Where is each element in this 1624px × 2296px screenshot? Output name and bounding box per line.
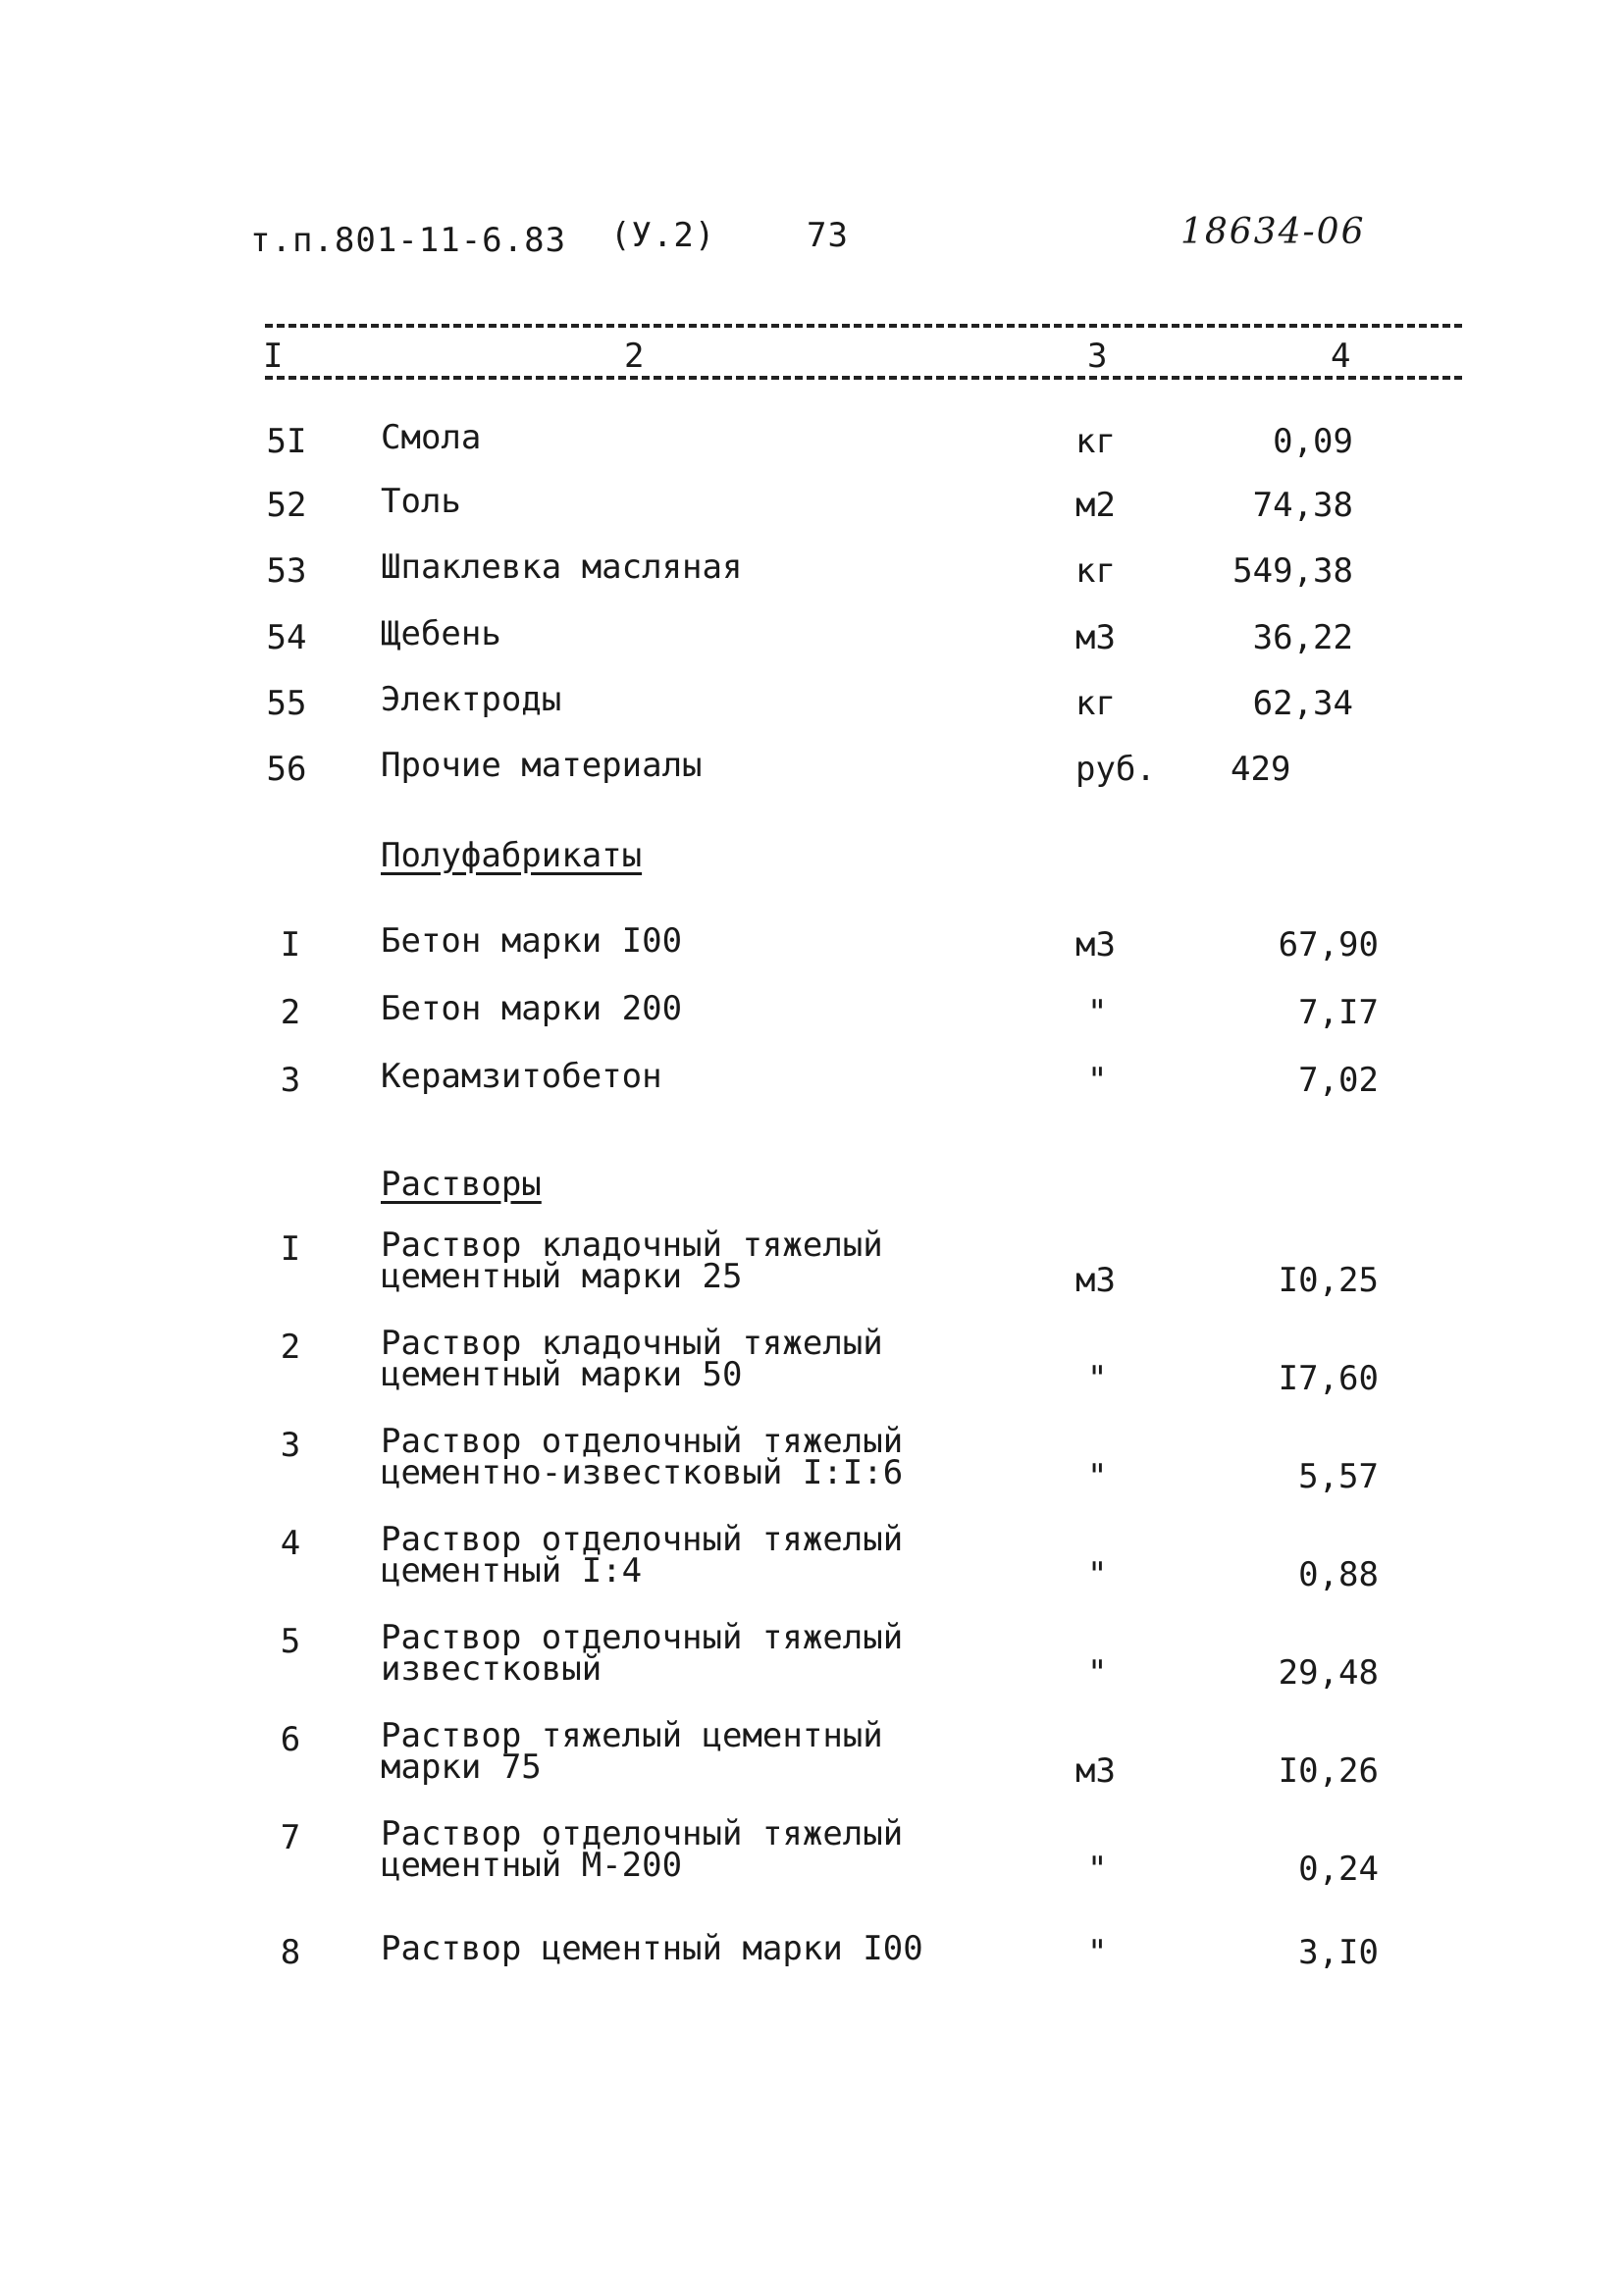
material-name: Бетон марки 200 [381, 989, 683, 1028]
ditto-mark: " [1087, 1933, 1108, 1972]
material-name: Керамзитобетон [381, 1057, 662, 1096]
edition-label: (У.2) [610, 216, 716, 255]
row-number: 2 [280, 993, 301, 1032]
row-number: 8 [280, 1933, 301, 1972]
row-number: I [280, 1229, 301, 1269]
material-name-line1: Раствор отделочный тяжелый [381, 1422, 904, 1461]
material-name-line2: цементно-известковый I:I:6 [381, 1453, 904, 1492]
unit: м2 [1075, 486, 1116, 525]
column-number-3: 3 [1087, 337, 1108, 376]
unit: кг [1075, 551, 1116, 591]
quantity: 74,38 [1252, 486, 1353, 525]
material-name-line2: цементный марки 25 [381, 1257, 743, 1296]
row-number: 6 [280, 1720, 301, 1759]
row-number: 53 [266, 551, 307, 591]
ditto-mark: " [1087, 1359, 1108, 1398]
material-name-line1: Раствор отделочный тяжелый [381, 1618, 904, 1657]
inventory-number: 18634-06 [1180, 212, 1366, 252]
quantity: 62,34 [1252, 684, 1353, 723]
ditto-mark: " [1087, 1061, 1108, 1100]
quantity: 3,I0 [1298, 1933, 1379, 1972]
unit: кг [1075, 422, 1116, 461]
material-name-line2: марки 75 [381, 1748, 542, 1787]
ditto-mark: " [1087, 1457, 1108, 1496]
bottom-dashed-rule [265, 376, 1462, 380]
top-dashed-rule [265, 324, 1462, 328]
quantity: 549,38 [1232, 551, 1353, 591]
ditto-mark: " [1087, 1653, 1108, 1693]
unit: м3 [1075, 1261, 1116, 1300]
doc-code: т.п.801-11-6.83 [250, 221, 567, 260]
material-name-line2: известковый [381, 1649, 602, 1689]
unit: м3 [1075, 618, 1116, 657]
row-number: 2 [280, 1328, 301, 1367]
material-name: Бетон марки I00 [381, 921, 683, 961]
row-number: 54 [266, 618, 307, 657]
row-number: 7 [280, 1818, 301, 1857]
material-name: Электроды [381, 680, 562, 719]
material-name: Толь [381, 482, 461, 521]
quantity: 67,90 [1278, 925, 1379, 965]
section-title-semi-finished: Полуфабрикаты [381, 836, 643, 875]
section-title-mortars: Растворы [381, 1165, 542, 1204]
quantity: 0,24 [1298, 1850, 1379, 1889]
material-name-line1: Раствор отделочный тяжелый [381, 1520, 904, 1559]
ditto-mark: " [1087, 993, 1108, 1032]
quantity: 5,57 [1298, 1457, 1379, 1496]
material-name-line1: Раствор отделочный тяжелый [381, 1814, 904, 1853]
ditto-mark: " [1087, 1555, 1108, 1594]
quantity: 29,48 [1278, 1653, 1379, 1693]
material-name-line2: цементный М-200 [381, 1846, 683, 1885]
row-number: 3 [280, 1061, 301, 1100]
row-number: 5I [266, 422, 307, 461]
material-name: Раствор цементный марки I00 [381, 1929, 923, 1968]
material-name: Щебень [381, 614, 501, 653]
material-name-line1: Раствор кладочный тяжелый [381, 1324, 883, 1363]
row-number: 5 [280, 1622, 301, 1661]
column-number-1: I [263, 337, 284, 376]
row-number: 55 [266, 684, 307, 723]
quantity: 7,02 [1298, 1061, 1379, 1100]
quantity: 7,I7 [1298, 993, 1379, 1032]
row-number: 56 [266, 750, 307, 789]
material-name-line2: цементный марки 50 [381, 1355, 743, 1394]
material-name-line2: цементный I:4 [381, 1551, 643, 1591]
quantity: 0,88 [1298, 1555, 1379, 1594]
material-name-line1: Раствор тяжелый цементный [381, 1716, 883, 1755]
quantity: I0,25 [1278, 1261, 1379, 1300]
row-number: I [280, 925, 301, 965]
unit: м3 [1075, 1751, 1116, 1791]
row-number: 52 [266, 486, 307, 525]
row-number: 3 [280, 1426, 301, 1465]
quantity: 0,09 [1273, 422, 1353, 461]
quantity: I7,60 [1278, 1359, 1379, 1398]
ditto-mark: " [1087, 1850, 1108, 1889]
column-number-4: 4 [1331, 337, 1351, 376]
column-number-2: 2 [624, 337, 645, 376]
quantity: 36,22 [1252, 618, 1353, 657]
quantity: 429 [1231, 750, 1291, 789]
material-name: Прочие материалы [381, 746, 703, 785]
quantity: I0,26 [1278, 1751, 1379, 1791]
row-number: 4 [280, 1524, 301, 1563]
unit: кг [1075, 684, 1116, 723]
material-name: Смола [381, 418, 482, 457]
page-number: 73 [807, 216, 849, 255]
unit: м3 [1075, 925, 1116, 965]
material-name: Шпаклевка масляная [381, 548, 743, 587]
material-name-line1: Раствор кладочный тяжелый [381, 1226, 883, 1265]
unit: руб. [1075, 750, 1156, 789]
